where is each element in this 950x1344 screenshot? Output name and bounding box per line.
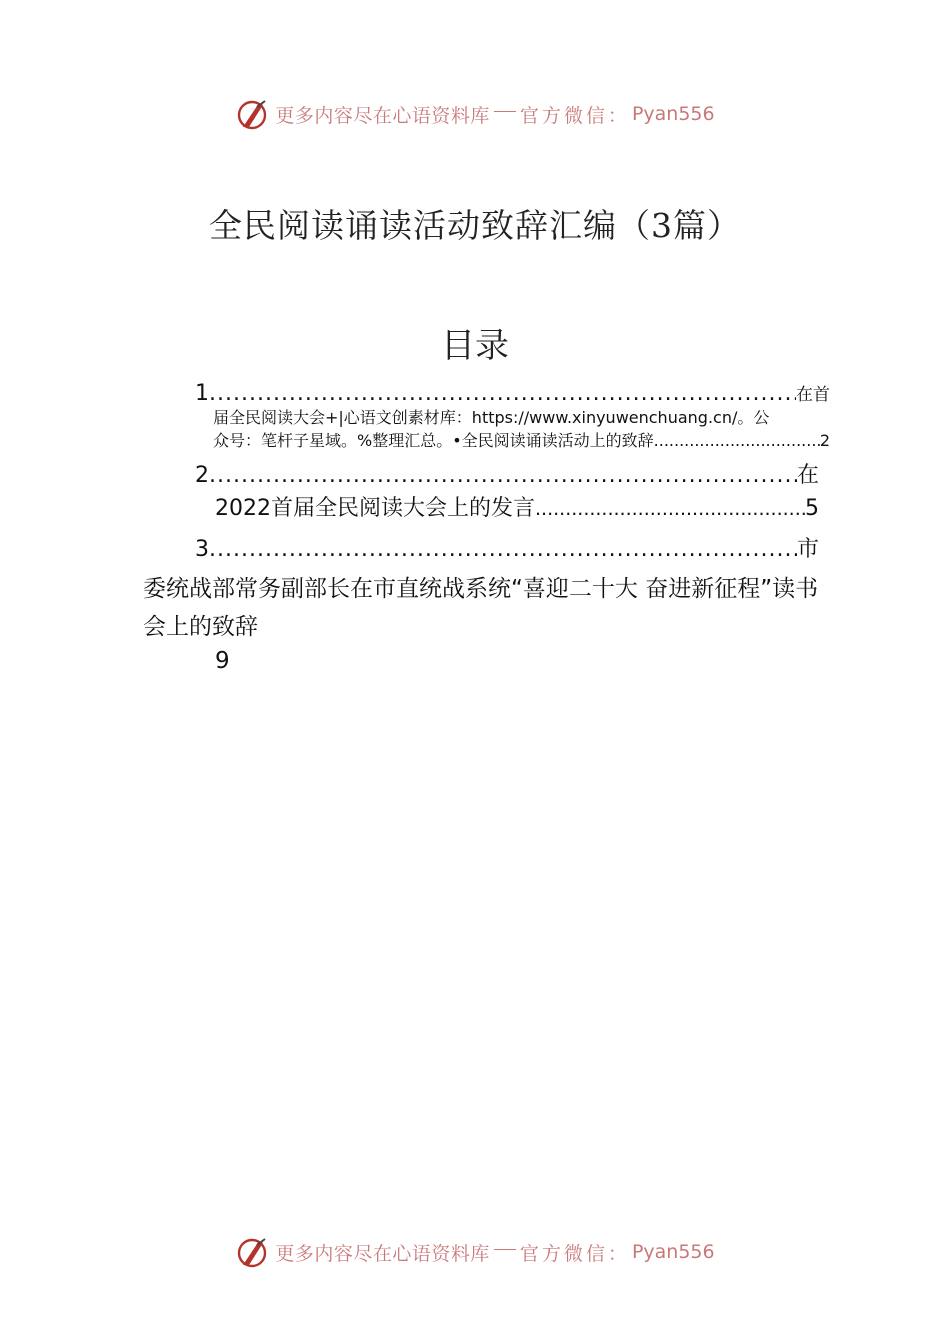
toc-entry-3[interactable] (195, 534, 819, 566)
toc-entry-number: 3 (195, 537, 209, 562)
banner-wechat-id: Pyan556 (631, 1241, 715, 1263)
toc-entry-2[interactable] (195, 460, 819, 526)
toc-entry-continuation2: 众号：笔杆子星域。%整理汇总。•全民阅读诵读活动上的致辞 (213, 431, 654, 450)
toc-entry-1[interactable] (195, 380, 830, 452)
toc-entry-number: 1 (195, 381, 209, 406)
document-title: 全民阅读诵读活动致辞汇编（3篇） (209, 206, 741, 245)
quill-pen-logo-icon (235, 97, 269, 131)
dot-leader (209, 534, 797, 566)
toc-entry-page: 2 (819, 431, 830, 450)
banner-dash (494, 111, 516, 112)
toc-entry-tail: 在 (796, 463, 819, 488)
toc-entry-page: 5 (805, 496, 819, 521)
toc-entry-tail: 市 (796, 537, 819, 562)
dot-leader (535, 492, 805, 526)
toc-entry-3-page: 9 (215, 648, 230, 674)
toc-entry-3-continuation: 委统战部常务副部长在市直统战系统“喜迎二十大 奋进新征程”读书会上的致辞 (143, 576, 819, 640)
toc-entry-number: 2 (195, 463, 209, 488)
header-banner (0, 94, 950, 134)
toc-entry-continuation: 届全民阅读大会+|心语文创素材库：https://www.xinyuwenchuang.cn/。公 (213, 408, 770, 427)
banner-wechat-label: 官方微信： (519, 104, 630, 127)
banner-wechat-id: Pyan556 (631, 103, 715, 125)
dot-leader (209, 381, 796, 406)
banner-dash (494, 1249, 516, 1250)
banner-wechat-label: 官方微信： (519, 1242, 630, 1265)
banner-ad-text: 更多内容尽在心语资料库 (275, 104, 490, 127)
toc-heading: 目录 (441, 326, 509, 366)
dot-leader (209, 460, 797, 492)
dot-leader (654, 429, 820, 452)
banner-ad-text: 更多内容尽在心语资料库 (275, 1242, 490, 1265)
quill-pen-logo-icon (235, 1235, 269, 1269)
toc-entry-tail: 在首 (796, 385, 830, 405)
toc-entry-continuation: 2022首届全民阅读大会上的发言 (215, 496, 535, 521)
footer-banner (0, 1232, 950, 1272)
